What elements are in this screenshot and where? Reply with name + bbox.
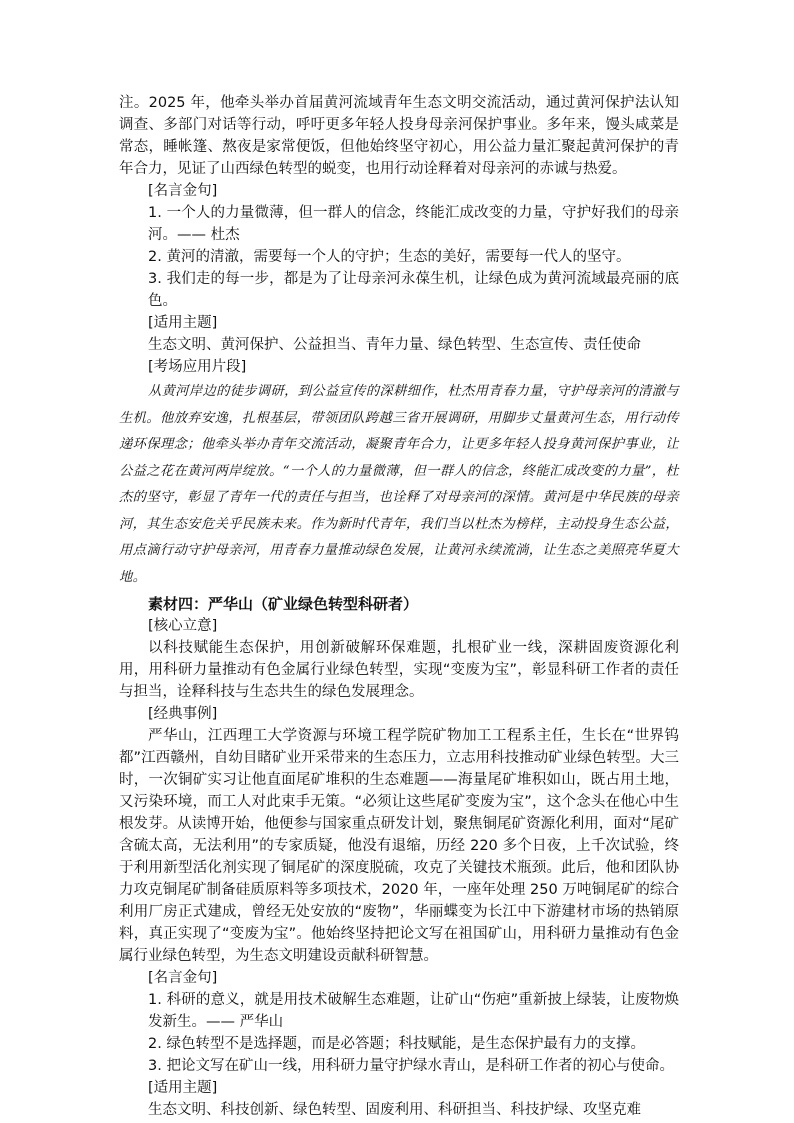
excerpt-tag: [考场应用片段]: [148, 359, 247, 375]
case-paragraph: 严华山，江西理工大学资源与环境工程学院矿物加工工程系主任，生长在“世界钨都”江西赣州，自幼目睹矿业开采带来的生态压力，立志用科技推动矿业绿色转型。大三时，一次铜矿实习让他直面尾矿堆积的生态难题——海量尾矿堆积如山，既占用土地，又污染环境，而工人对此束手无策。“必须让这些尾矿变废为宝”，这个念头在他心中生根发芽。从读博开始，他便参与国家重点研发计划，聚焦铜尾矿资源化利用，面对“尾矿含硫太高，无法利用”的专家质疑，他没有退缩，历经 220 多个日夜，上千次试验，终于利用新型活化剂实现了铜尾矿的深度脱硫，攻克了关键技术瓶颈。此后，他和团队协力攻克铜尾矿制备硅质原料等多项技术，2020 年，一座年处理 250 万吨铜尾矿的综合利用厂房正式建成，曾经无处安放的“废物”，华丽蝶变为长江中下游建材市场的热销原料，真正实现了“变废为宝”。他始终坚持把论文写在祖国矿山，用科研力量推动有色金属行业绿色转型，为生态文明建设贡献科研智慧。: [119, 728, 679, 964]
intro-paragraph: 注。2025 年，他牵头举办首届黄河流域青年生态文明交流活动，通过黄河保护法认知调查、多部门对话等行动，呼吁更多年轻人投身母亲河保护事业。多年来，馒头咸菜是常态，睡帐篷、熬夜是家常便饭，但他始终坚守初心，用公益力量汇聚起黄河保护的青年合力，见证了山西绿色转型的蜕变，也用行动诠释着对母亲河的赤诚与热爱。: [119, 95, 679, 177]
themes-list: 生态文明、黄河保护、公益担当、青年力量、绿色转型、生态宣传、责任使命: [148, 337, 641, 353]
document-page: [119, 92, 679, 1121]
exam-excerpt: 从黄河岸边的徒步调研，到公益宣传的深耕细作，杜杰用青春力量，守护母亲河的清澈与生机。他放弃安逸，扎根基层，带领团队跨越三省开展调研，用脚步丈量黄河生态，用行动传递环保理念；他牵头举办青年交流活动，凝聚青年合力，让更多年轻人投身黄河保护事业，让公益之花在黄河两岸绽放。“一个人的力量微薄，但一群人的信念，终能汇成改变的力量”，杜杰的坚守，彰显了青年一代的责任与担当，也诠释了对母亲河的深情。黄河是中华民族的母亲河，其生态安危关乎民族未来。作为新时代青年，我们当以杜杰为榜样，主动投身生态公益，用点滴行动守护母亲河，用青春力量推动绿色发展，让黄河永续流淌，让生态之美照亮华夏大地。: [119, 384, 679, 585]
quote-item: 3. 把论文写在矿山一线，用科研力量守护绿水青山，是科研工作者的初心与使命。: [148, 1058, 674, 1074]
quote-item: 2. 绿色转型不是选择题，而是必答题；科技赋能，是生态保护最有力的支撑。: [148, 1036, 645, 1052]
themes-tag: [适用主题]: [148, 1080, 218, 1096]
themes-list: 生态文明、科技创新、绿色转型、固废利用、科研担当、科技护绿、攻坚克难: [148, 1102, 641, 1118]
section-title: 素材四：严华山（矿业绿色转型科研者）: [148, 595, 419, 613]
quote-item: 1. 科研的意义，就是用技术破解生态难题，让矿山“伤疤”重新披上绿装，让废物焕发新生。—— 严华山: [148, 992, 679, 1030]
quote-item: 3. 我们走的每一步，都是为了让母亲河永葆生机，让绿色成为黄河流域最亮丽的底色。: [148, 271, 679, 309]
quote-item: 1. 一个人的力量微薄，但一群人的信念，终能汇成改变的力量，守护好我们的母亲河。—— 杜杰: [148, 205, 679, 243]
themes-tag: [适用主题]: [148, 315, 218, 331]
quotes-tag: [名言金句]: [148, 183, 218, 199]
core-tag: [核心立意]: [148, 618, 218, 634]
case-tag: [经典事例]: [148, 706, 218, 722]
core-paragraph: 以科技赋能生态保护，用创新破解环保难题，扎根矿业一线，深耕固废资源化利用，用科研力量推动有色金属行业绿色转型，实现“变废为宝”，彰显科研工作者的责任与担当，诠释科技与生态共生的绿色发展理念。: [119, 640, 679, 700]
quote-item: 2. 黄河的清澈，需要每一个人的守护；生态的美好，需要每一代人的坚守。: [148, 249, 631, 265]
quotes-tag: [名言金句]: [148, 970, 218, 986]
